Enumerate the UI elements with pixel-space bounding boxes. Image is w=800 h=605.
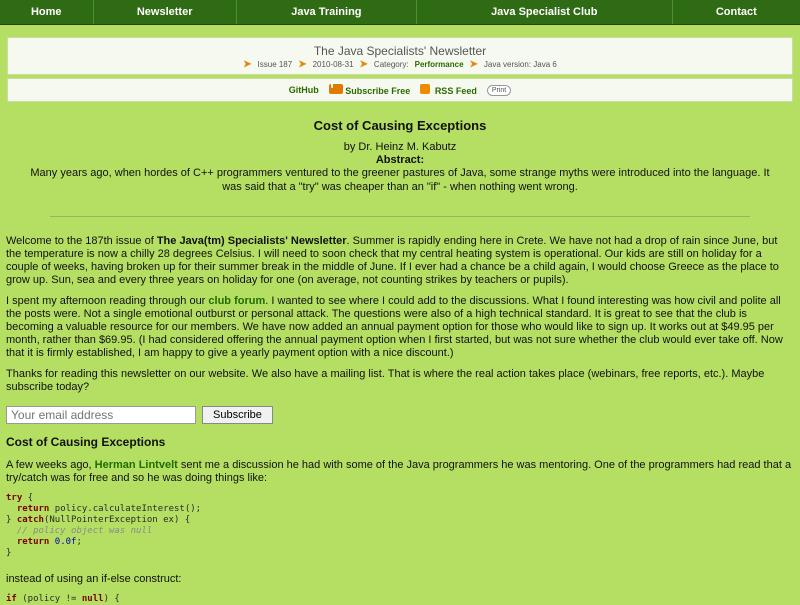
abstract-text: Many years ago, when hordes of C++ programmers ventured to the greener pastures of Java, some strange myths were introduced into the language. It was said that a "try" was cheaper than an "if" - when nothing went wrong. <box>30 167 770 193</box>
github-link[interactable]: GitHub <box>288 85 319 95</box>
text: A few weeks ago, <box>6 459 95 471</box>
issue-number: Issue 187 <box>257 60 293 69</box>
subscribe-link[interactable] <box>329 84 411 96</box>
paragraph: Thanks for reading this newsletter on our website. We also have a mailing list. That is where the real action takes place (webinars, free reports, etc.). Maybe subscribe today? <box>6 368 765 393</box>
code-text: ; <box>76 537 82 547</box>
text: I spent my afternoon reading through our <box>6 295 209 307</box>
abstract-heading: Abstract: <box>375 154 425 166</box>
article-author: by Dr. Heinz M. Kabutz <box>343 141 457 153</box>
text: . Summer is rapidly ending here in Crete. We have not had a drop of rain since June, but the temperature is now a chilly 28 degrees Celsius. I will need to soon check that my central heating system is operational. Our kids are still on holiday for a couple of weeks, having broken up for their summer break in the middle of June. If I ever had a chance be a child again, I would choose Greece as the place to grow up. Sun, sea and every three years on holiday for one (on average, not counting strikes by teachers or pupils). <box>6 235 779 286</box>
arrow-icon: ➤ <box>243 59 252 70</box>
rss-link-label: RSS Feed <box>434 86 477 96</box>
article-title: Cost of Causing Exceptions <box>313 118 487 133</box>
top-nav <box>0 0 800 25</box>
herman-lintvelt-link[interactable]: Herman Lintvelt <box>94 459 178 471</box>
mail-icon <box>329 84 343 94</box>
arrow-icon: ➤ <box>298 59 307 70</box>
subscribe-button[interactable]: Subscribe <box>202 406 273 424</box>
issue-date: 2010-08-31 <box>312 60 354 69</box>
code-text: policy.calculateInterest(); <box>49 504 202 514</box>
email-input[interactable] <box>6 406 196 424</box>
paragraph: instead of using an if-else construct: <box>6 573 182 585</box>
subscribe-link-label: Subscribe Free <box>345 86 411 96</box>
print-button[interactable]: Print <box>487 85 511 96</box>
category-value[interactable]: Performance <box>414 60 464 69</box>
code-block <box>6 493 794 559</box>
code-keyword: try <box>6 493 23 503</box>
code-number: 0.0f <box>49 537 77 547</box>
text: Welcome to the 187th issue of <box>6 235 157 247</box>
code-text: (NullPointerException ex) { <box>43 515 191 525</box>
code-text: ) { <box>103 594 120 604</box>
code-keyword: return <box>6 537 50 547</box>
text: sent me a discussion he had with some of the Java programmers he was mentoring. One of the programmers had read that a try/catch was for free and so he was doing things like: <box>6 459 792 484</box>
rss-icon <box>420 84 430 94</box>
nav-contact[interactable]: Contact <box>715 6 757 18</box>
code-keyword: catch <box>16 515 44 525</box>
article-body <box>0 235 800 605</box>
arrow-icon: ➤ <box>469 59 478 70</box>
paragraph <box>6 235 794 287</box>
subscribe-form <box>6 406 794 424</box>
section-title: Cost of Causing Exceptions <box>6 435 166 449</box>
paragraph <box>6 295 794 360</box>
text: . I wanted to see where I could add to the discussions. What I found interesting was how civil and polite all the posts were. Not a single emotional outburst or personal attack. The questions were also of a high technical standard. It is great to see that the club is becoming a valuable resource for our members. We have now added an annual payment option for those who would like to sign up. It works out at $49.95 per month, rather than $69.95. (I had considered offering the annual payment option when I first started, but was not sure whether the club would ever take off. Now that it is firmly established, I am happy to give a yearly payment option with a nice discount.) <box>6 295 783 359</box>
code-keyword: if <box>6 594 17 604</box>
code-text: } <box>6 548 12 558</box>
paragraph <box>6 459 794 485</box>
nav-java-training[interactable]: Java Training <box>237 0 417 24</box>
code-text: (policy != <box>16 594 82 604</box>
divider <box>50 216 750 217</box>
category-label: Category: <box>373 60 409 69</box>
nav-home[interactable]: Home <box>0 0 94 24</box>
nav-java-specialist-club[interactable]: Java Specialist Club <box>417 0 673 24</box>
code-text: { <box>22 493 34 503</box>
newsletter-header <box>7 37 793 75</box>
code-keyword: return <box>6 504 50 514</box>
newsletter-title: The Java Specialists' Newsletter <box>313 44 487 58</box>
links-bar <box>7 78 793 102</box>
java-version: Java version: Java 6 <box>483 60 557 69</box>
club-forum-link[interactable]: club forum <box>208 295 266 307</box>
newsletter-name: The Java(tm) Specialists' Newsletter <box>156 235 347 247</box>
code-text: } <box>6 515 17 525</box>
issue-meta <box>8 59 792 70</box>
code-comment: // policy object was null <box>6 526 153 536</box>
rss-link[interactable] <box>420 84 477 96</box>
nav-newsletter[interactable]: Newsletter <box>94 0 237 24</box>
arrow-icon: ➤ <box>359 59 368 70</box>
code-keyword: null <box>81 594 104 604</box>
